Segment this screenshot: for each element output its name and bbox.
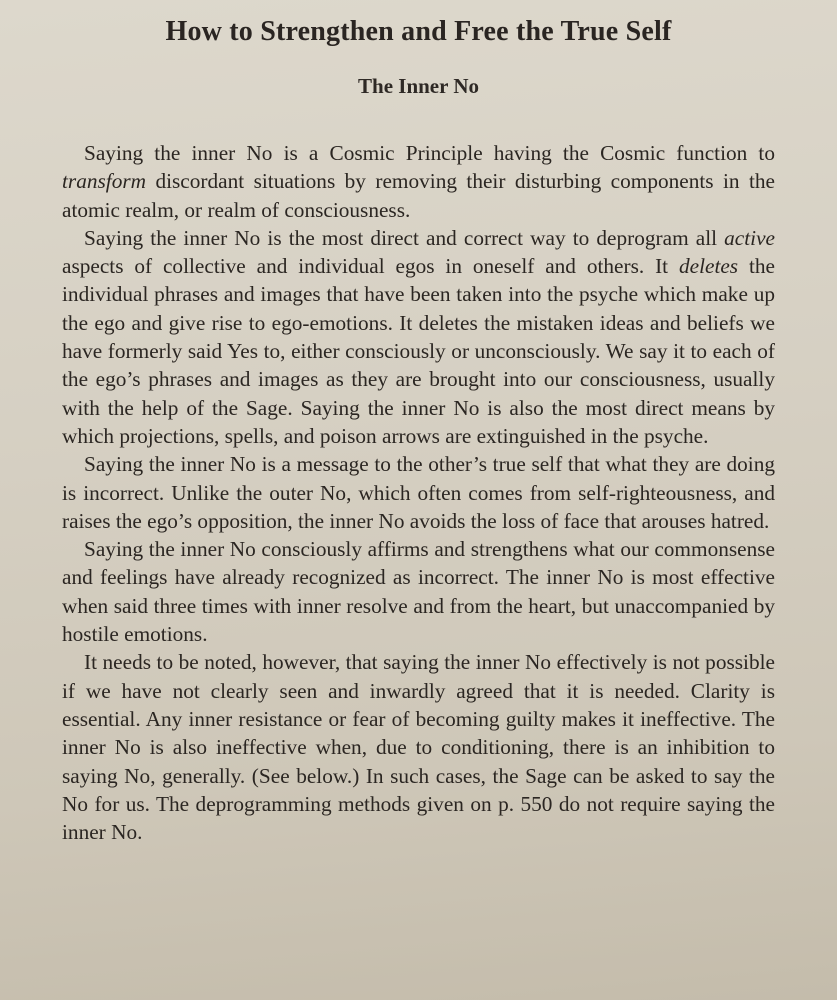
paragraph-2-text-c: aspects of collective and individual egos in oneself and others. It bbox=[62, 254, 679, 279]
running-head: How to Strengthen and Free the True Self bbox=[165, 16, 672, 47]
paragraph-2-text-a: Saying the inner No is the most direct and correct way to deprogram all bbox=[84, 225, 725, 250]
paragraph-1-text-c: discordant situations by removing their disturbing components in the atomic realm, or realm of consciousness. bbox=[62, 169, 775, 222]
paragraph-3: Saying the inner No is a message to the other’s true self that what they are doing is incorrect. Unlike the outer No, which often comes from self-righteousness, and raises the ego’s opposition, the inner No avoids the loss of face that arouses hatred. bbox=[62, 452, 775, 533]
paragraph-1-emphasis: transform bbox=[62, 169, 147, 194]
paragraph-2-emphasis-active: active bbox=[724, 225, 775, 250]
paragraph-1-text-a: Saying the inner No is a Cosmic Principle having the Cosmic function to bbox=[84, 141, 775, 165]
paragraph-4: Saying the inner No consciously affirms and strengthens what our commonsense and feelings have already recognized as incorrect. The inner No is most effective when said three times with inner resolve and from the heart, but unaccompanied by hostile emotions. bbox=[62, 537, 775, 647]
paragraph-1 bbox=[62, 139, 775, 224]
body-text bbox=[62, 139, 775, 846]
paragraph-2 bbox=[62, 224, 775, 450]
paragraph-2-text-e: the individual phrases and images that have been taken into the psyche which make up the ego and give rise to ego-emotions. It deletes the mistaken ideas and beliefs we have formerly said Yes to, either consciously or unconsciously. We say it to each of the ego’s phrases and images as they are brought into our consciousness, usually with the help of the Sage. Saying the inner No is also the most direct means by which projections, spells, and poison arrows are extinguished in the psyche. bbox=[62, 254, 775, 448]
paragraph-2-emphasis-deletes: deletes bbox=[678, 254, 739, 279]
section-title: The Inner No bbox=[358, 74, 479, 98]
paragraph-5: It needs to be noted, however, that saying the inner No effectively is not possible if we have not clearly seen and inwardly agreed that it is needed. Clarity is essential. Any inner resistance or fear of becoming guilty makes it ineffective. The inner No is also ineffective when, due to conditioning, there is an inhibition to saying No, generally. (See below.) In such cases, the Sage can be asked to say the No for us. The deprogramming methods given on p. 550 do not require saying the inner No. bbox=[62, 650, 775, 845]
